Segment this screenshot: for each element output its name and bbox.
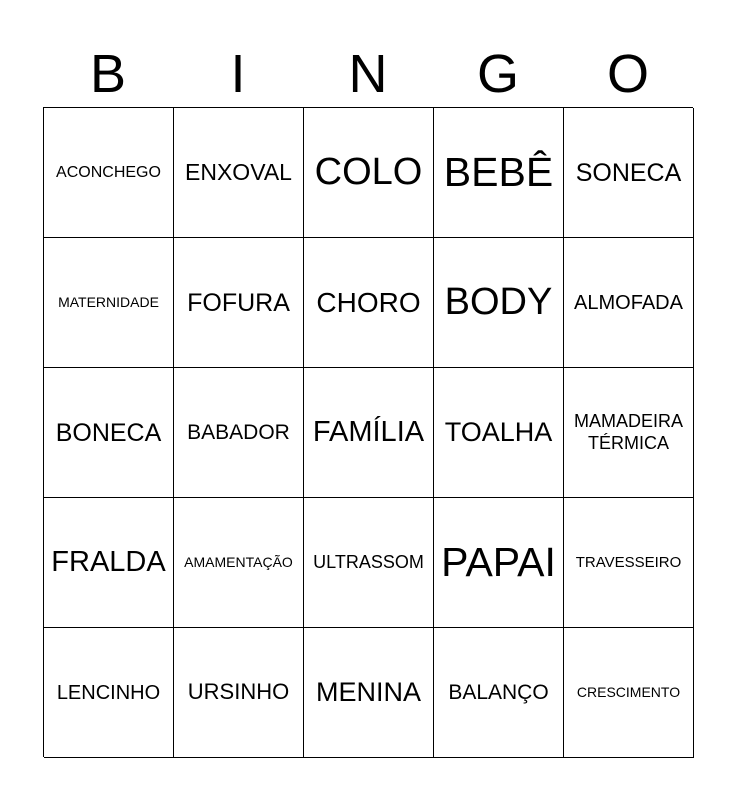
cell-label: BEBÊ xyxy=(443,148,554,195)
cell-label: AMAMENTAÇÃO xyxy=(184,554,293,571)
cell-label: BALANÇO xyxy=(448,680,549,704)
cell-label: MATERNIDADE xyxy=(58,294,159,311)
cell-label: ACONCHEGO xyxy=(56,163,161,181)
bingo-cell[interactable] xyxy=(44,368,174,498)
header-letter-b: B xyxy=(89,44,127,104)
bingo-cell[interactable] xyxy=(44,108,174,238)
cell-label: FOFURA xyxy=(187,288,290,317)
cell-label: SONECA xyxy=(575,158,682,187)
bingo-cell[interactable] xyxy=(304,238,434,368)
bingo-cell[interactable] xyxy=(434,628,564,758)
cell-label: BODY xyxy=(444,280,553,323)
bingo-cell[interactable] xyxy=(434,498,564,628)
cell-label: ALMOFADA xyxy=(574,291,683,314)
bingo-cell[interactable] xyxy=(564,368,694,498)
cell-label: BONECA xyxy=(55,418,162,447)
header-letter-n: N xyxy=(348,44,388,104)
bingo-cell[interactable] xyxy=(304,628,434,758)
bingo-cell[interactable] xyxy=(434,238,564,368)
cell-label: ENXOVAL xyxy=(185,158,292,185)
header-letter-o: O xyxy=(606,44,649,104)
bingo-cell[interactable] xyxy=(44,628,174,758)
cell-label: PAPAI xyxy=(441,538,556,585)
bingo-cell[interactable] xyxy=(564,238,694,368)
bingo-cell[interactable] xyxy=(174,498,304,628)
bingo-cell[interactable] xyxy=(564,498,694,628)
bingo-board xyxy=(43,107,693,757)
bingo-cell[interactable] xyxy=(174,108,304,238)
bingo-cell[interactable] xyxy=(304,498,434,628)
cell-label: LENCINHO xyxy=(56,681,161,704)
bingo-cell[interactable] xyxy=(44,498,174,628)
cell-label: FRALDA xyxy=(51,546,166,579)
cell-label: CHORO xyxy=(316,286,421,318)
bingo-cell[interactable] xyxy=(304,368,434,498)
bingo-header xyxy=(43,40,693,108)
cell-label: COLO xyxy=(314,150,423,193)
cell-label: BABADOR xyxy=(187,420,290,444)
bingo-cell[interactable] xyxy=(174,368,304,498)
cell-label: CRESCIMENTO xyxy=(576,684,681,701)
bingo-cell[interactable] xyxy=(434,108,564,238)
cell-label: TRAVESSEIRO xyxy=(575,553,682,571)
bingo-cell[interactable] xyxy=(434,368,564,498)
header-letter-g: G xyxy=(476,44,519,104)
cell-label: ULTRASSOM xyxy=(313,551,424,572)
bingo-cell[interactable] xyxy=(564,628,694,758)
bingo-cell[interactable] xyxy=(564,108,694,238)
header-letter-i: I xyxy=(230,44,246,104)
bingo-cell[interactable] xyxy=(304,108,434,238)
bingo-cell[interactable] xyxy=(44,238,174,368)
bingo-cell[interactable] xyxy=(174,628,304,758)
cell-label: MENINA xyxy=(315,677,421,708)
cell-label: MAMADEIRA TÉRMICA xyxy=(573,410,683,453)
cell-label: URSINHO xyxy=(187,679,290,705)
cell-label: FAMÍLIA xyxy=(312,416,425,449)
bingo-cell[interactable] xyxy=(174,238,304,368)
cell-label: TOALHA xyxy=(444,417,553,448)
